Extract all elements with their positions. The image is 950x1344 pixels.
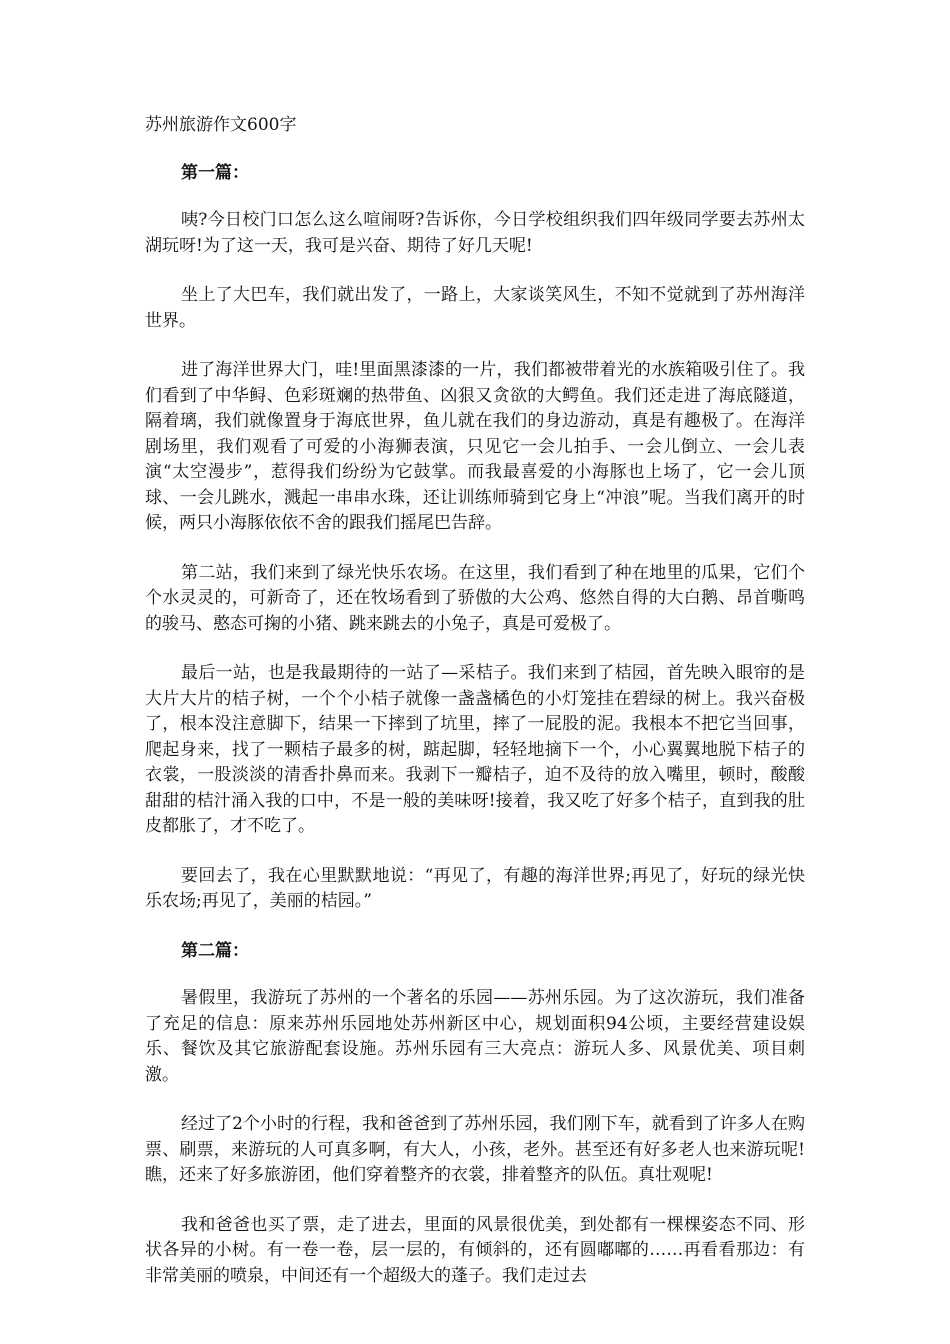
paragraph: 要回去了，我在心里默默地说：“再见了，有趣的海洋世界;再见了，好玩的绿光快乐农场;再见了，美丽的桔园。” <box>145 865 805 911</box>
paragraph: 进了海洋世界大门，哇!里面黑漆漆的一片，我们都被带着光的水族箱吸引住了。我们看到了中华鲟、色彩斑斓的热带鱼、凶狠又贪欲的大鳄鱼。我们还走进了海底隧道，隔着璃，我们就像置身于海底世界，鱼儿就在我们的身边游动，真是有趣极了。在海洋剧场里，我们观看了可爱的小海狮表演，只见它一会儿拍手、一会儿倒立、一会儿表演“太空漫步”，惹得我们纷纷为它鼓掌。而我最喜爱的小海豚也上场了，它一会儿顶球、一会儿跳水，溅起一串串水珠，还让训练师骑到它身上“冲浪”呢。当我们离开的时候，两只小海豚依依不舍的跟我们摇尾巴告辞。 <box>145 360 805 533</box>
paragraph: 我和爸爸也买了票，走了进去，里面的风景很优美，到处都有一棵棵姿态不同、形状各异的小树。有一卷一卷，层一层的，有倾斜的，还有圆嘟嘟的……再看看那边：有非常美丽的喷泉，中间还有一个超级大的蓬子。我们走过去 <box>145 1214 805 1286</box>
section-heading-2: 第二篇： <box>181 940 249 961</box>
paragraph: 最后一站，也是我最期待的一站了—采桔子。我们来到了桔园，首先映入眼帘的是大片大片的桔子树，一个个小桔子就像一盏盏橘色的小灯笼挂在碧绿的树上。我兴奋极了，根本没注意脚下，结果一下摔到了坑里，摔了一屁股的泥。我根本不把它当回事，爬起身来，找了一颗桔子最多的树，踮起脚，轻轻地摘下一个，小心翼翼地脱下桔子的衣裳，一股淡淡的清香扑鼻而来。我剥下一瓣桔子，迫不及待的放入嘴里，顿时，酸酸甜甜的桔汁涌入我的口中，不是一般的美味呀!接着，我又吃了好多个桔子，直到我的肚皮都胀了，才不吃了。 <box>145 663 805 836</box>
paragraph: 经过了2个小时的行程，我和爸爸到了苏州乐园，我们刚下车，就看到了许多人在购票、刷票，来游玩的人可真多啊，有大人，小孩，老外。甚至还有好多老人也来游玩呢!瞧，还来了好多旅游团，他们穿着整齐的衣裳，排着整齐的队伍。真壮观呢! <box>145 1114 805 1185</box>
section-heading-1: 第一篇： <box>181 162 249 183</box>
paragraph: 暑假里，我游玩了苏州的一个著名的乐园——苏州乐园。为了这次游玩，我们准备了充足的信息：原来苏州乐园地处苏州新区中心，规划面积94公顷，主要经营建设娱乐、餐饮及其它旅游配套设施。苏州乐园有三大亮点：游玩人多、风景优美、项目刺激。 <box>145 988 805 1085</box>
paragraph: 咦?今日校门口怎么这么喧闹呀?告诉你，今日学校组织我们四年级同学要去苏州太湖玩呀!为了这一天，我可是兴奋、期待了好几天呢! <box>145 210 805 256</box>
paragraph: 第二站，我们来到了绿光快乐农场。在这里，我们看到了种在地里的瓜果，它们个个水灵灵的，可新奇了，还在牧场看到了骄傲的大公鸡、悠然自得的大白鹅、昂首嘶鸣的骏马、憨态可掬的小猪、跳来跳去的小兔子，真是可爱极了。 <box>145 562 805 634</box>
document-title: 苏州旅游作文600字 <box>145 115 297 135</box>
paragraph: 坐上了大巴车，我们就出发了，一路上，大家谈笑风生，不知不觉就到了苏州海洋世界。 <box>145 285 805 331</box>
document-body <box>145 113 805 1313</box>
